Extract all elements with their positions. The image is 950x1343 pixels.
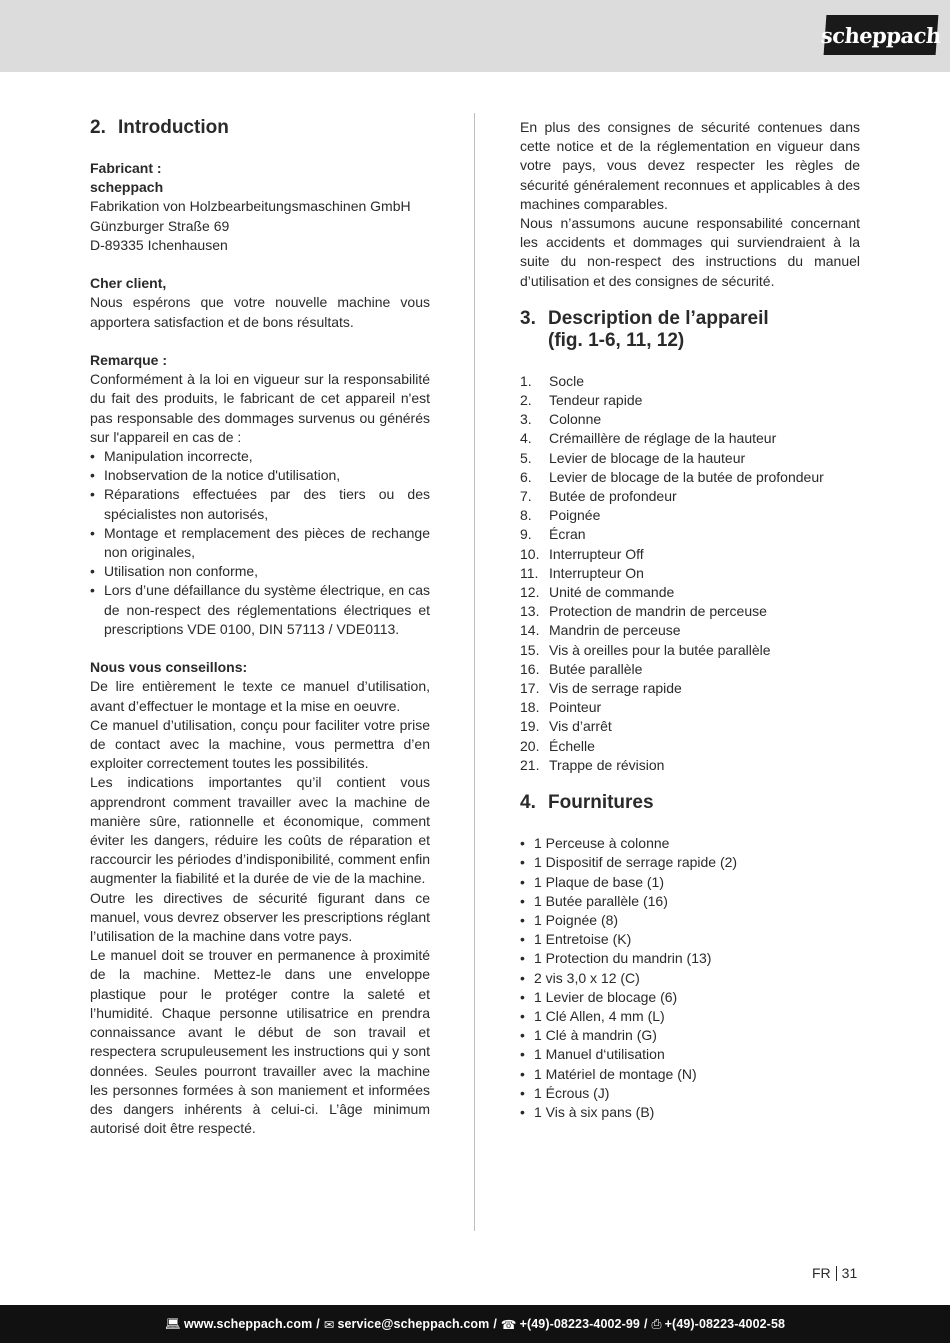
item-number: 10. bbox=[520, 545, 540, 562]
item-text: Interrupteur On bbox=[549, 564, 644, 581]
list-item bbox=[520, 679, 860, 698]
scheppach-logo: scheppach bbox=[824, 15, 939, 55]
item-text: Interrupteur Off bbox=[549, 545, 644, 562]
footer-separator: / bbox=[643, 1317, 648, 1331]
list-item bbox=[520, 660, 860, 679]
list-item: • 1 Dispositif de serrage rapide (2) bbox=[520, 853, 860, 872]
item-text: Mandrin de perceuse bbox=[549, 622, 681, 639]
item-text: Échelle bbox=[549, 737, 595, 754]
conseils-paragraph: Le manuel doit se trouver en permanence à proximité de la machine. Mettez-le dans une enveloppe plastique pour le protéger contre la saleté et l’humidité. Chaque personne utilisatrice en prendra connaissance avant le début de son travail et respectera scrupuleusement les instructions qui y sont données. Seules pourront travailler avec la machine les personnes formées à son maniement et informées des dangers inhérents à celui-ci. L’âge minimum autorisé doit être respecté. bbox=[90, 947, 430, 1137]
item-text: Vis à oreilles pour la butée parallèle bbox=[549, 641, 771, 658]
address-line: D-89335 Ichenhausen bbox=[90, 236, 228, 253]
list-item bbox=[520, 737, 860, 756]
list-item bbox=[520, 506, 860, 525]
item-number: 7. bbox=[520, 488, 532, 505]
right-column bbox=[520, 118, 860, 1122]
header-band bbox=[0, 0, 950, 72]
item-text: Unité de commande bbox=[549, 584, 675, 601]
section-number: 2. bbox=[90, 117, 106, 138]
address-line: Fabrikation von Holzbearbeitungsmaschinen GmbH bbox=[90, 198, 411, 215]
section-title-line: (fig. 1-6, 11, 12) bbox=[548, 329, 685, 351]
footer-email[interactable]: service@scheppach.com bbox=[337, 1317, 490, 1331]
list-item bbox=[520, 583, 860, 602]
item-text: Trappe de révision bbox=[549, 756, 665, 773]
item-text: Colonne bbox=[549, 411, 602, 428]
remarque-list bbox=[90, 447, 430, 639]
list-item bbox=[520, 564, 860, 583]
mail-icon: ✉︎ bbox=[323, 1317, 335, 1332]
section-number: 4. bbox=[520, 792, 536, 814]
section-number: 3. bbox=[520, 307, 536, 329]
conseils-paragraph: Ce manuel d’utilisation, conçu pour faciliter votre prise de contact avec la machine, vous permettra d’en exploiter correctement toutes les possibilités. bbox=[90, 716, 430, 772]
client-text: Nous espérons que votre nouvelle machine vous apportera satisfaction et de bons résultats. bbox=[90, 294, 430, 330]
column-divider bbox=[474, 113, 475, 1231]
list-item bbox=[520, 717, 860, 736]
computer-icon: 💻︎ bbox=[164, 1316, 181, 1331]
section-title: Introduction bbox=[118, 117, 229, 138]
list-item: • Utilisation non conforme, bbox=[90, 562, 430, 581]
list-item: • 1 Clé à mandrin (G) bbox=[520, 1026, 860, 1045]
item-text: Vis de serrage rapide bbox=[549, 680, 682, 697]
item-text: Protection de mandrin de perceuse bbox=[549, 603, 767, 620]
item-text: Tendeur rapide bbox=[549, 392, 643, 409]
list-item: • Montage et remplacement des pièces de rechange non originales, bbox=[90, 524, 430, 562]
list-item bbox=[520, 621, 860, 640]
remarque-label: Remarque : bbox=[90, 352, 168, 368]
item-number: 13. bbox=[520, 603, 540, 620]
item-number: 5. bbox=[520, 449, 532, 466]
item-number: 19. bbox=[520, 718, 540, 735]
list-item: • Inobservation de la notice d'utilisation, bbox=[90, 466, 430, 485]
list-item: • 1 Poignée (8) bbox=[520, 911, 860, 930]
item-number: 6. bbox=[520, 468, 532, 485]
list-item: • 1 Clé Allen, 4 mm (L) bbox=[520, 1007, 860, 1026]
item-text: Crémaillère de réglage de la hauteur bbox=[549, 430, 777, 447]
section-3-heading bbox=[520, 308, 860, 352]
list-item bbox=[520, 756, 860, 775]
footer-band bbox=[0, 1305, 950, 1343]
list-item: • Réparations effectuées par des tiers ou des spécialistes non autorisés, bbox=[90, 485, 430, 523]
list-item bbox=[520, 545, 860, 564]
list-item bbox=[520, 525, 860, 544]
item-number: 20. bbox=[520, 737, 540, 754]
item-text: Écran bbox=[549, 526, 586, 543]
list-item: • 1 Butée parallèle (16) bbox=[520, 892, 860, 911]
item-number: 2. bbox=[520, 392, 532, 409]
list-item: • 1 Perceuse à colonne bbox=[520, 834, 860, 853]
client-label: Cher client, bbox=[90, 275, 167, 292]
section-4-heading bbox=[520, 792, 860, 814]
item-number: 14. bbox=[520, 622, 540, 639]
item-text: Socle bbox=[549, 372, 585, 389]
item-text: Levier de blocage de la butée de profondeur bbox=[549, 468, 824, 485]
conseils-paragraph: Outre les directives de sécurité figurant dans ce manuel, vous devrez observer les prescriptions réglant l’utilisation de la machine dans votre pays. bbox=[90, 889, 430, 945]
fabricant-label: Fabricant : bbox=[90, 160, 162, 176]
footer-website[interactable]: www.scheppach.com bbox=[183, 1317, 313, 1331]
section-2-heading bbox=[90, 117, 430, 139]
item-number: 15. bbox=[520, 641, 540, 658]
list-item: • Lors d’une défaillance du système électrique, en cas de non-respect des réglementations électriques et prescriptions VDE 0100, DIN 57113 / VDE0113. bbox=[90, 581, 430, 639]
item-number: 8. bbox=[520, 507, 532, 524]
list-item bbox=[520, 487, 860, 506]
fournitures-list bbox=[520, 834, 860, 1122]
list-item: • 1 Entretoise (K) bbox=[520, 930, 860, 949]
item-number: 18. bbox=[520, 699, 540, 716]
address-line: Günzburger Straße 69 bbox=[90, 217, 230, 234]
footer-separator: / bbox=[493, 1317, 497, 1331]
footer-separator: / bbox=[316, 1317, 320, 1331]
list-item: • 1 Vis à six pans (B) bbox=[520, 1103, 860, 1122]
list-item: • 1 Écrous (J) bbox=[520, 1084, 860, 1103]
page-number-value: 31 bbox=[841, 1265, 858, 1281]
intro-continued-paragraph: En plus des consignes de sécurité contenues dans cette notice et de la réglementation en vigueur dans votre pays, vous devez respecter les règles de sécurité généralement reconnues et applicables à des machines comparables. bbox=[520, 119, 860, 212]
footer-fax: +(49)-08223-4002-58 bbox=[664, 1317, 786, 1331]
page-language: FR bbox=[812, 1265, 831, 1281]
item-text: Vis d’arrêt bbox=[549, 718, 612, 735]
list-item: • 1 Plaque de base (1) bbox=[520, 873, 860, 892]
list-item: • 1 Levier de blocage (6) bbox=[520, 988, 860, 1007]
intro-continued-paragraph: Nous n’assumons aucune responsabilité concernant les accidents et dommages qui surviendraient à la suite du non-respect des instructions du manuel d’utilisation et des consignes de sécurité. bbox=[520, 215, 860, 289]
list-item bbox=[520, 391, 860, 410]
item-text: Poignée bbox=[549, 507, 601, 524]
item-number: 9. bbox=[520, 526, 532, 543]
list-item: • Manipulation incorrecte, bbox=[90, 447, 430, 466]
footer-phone: +(49)-08223-4002-99 bbox=[519, 1317, 640, 1331]
list-item bbox=[520, 468, 860, 487]
list-item bbox=[520, 641, 860, 660]
remarque-text: Conformément à la loi en vigueur sur la responsabilité du fait des produits, le fabricant de cet appareil n'est pas responsable des dommages survenus ou générés sur l'appareil en cas de : bbox=[90, 371, 430, 445]
section-title-line: Description de l’appareil bbox=[548, 307, 769, 329]
list-item bbox=[520, 372, 860, 391]
item-number: 1. bbox=[520, 372, 532, 389]
item-text: Levier de blocage de la hauteur bbox=[549, 449, 746, 466]
item-number: 16. bbox=[520, 660, 540, 677]
list-item: • 1 Matériel de montage (N) bbox=[520, 1065, 860, 1084]
list-item bbox=[520, 602, 860, 621]
list-item: • 2 vis 3,0 x 12 (C) bbox=[520, 969, 860, 988]
phone-icon: ☎︎ bbox=[500, 1317, 517, 1332]
list-item: • 1 Manuel d‘utilisation bbox=[520, 1045, 860, 1064]
page-number-divider bbox=[836, 1266, 837, 1281]
list-item bbox=[520, 698, 860, 717]
left-column bbox=[90, 118, 430, 1138]
item-number: 4. bbox=[520, 430, 532, 447]
item-number: 11. bbox=[520, 564, 539, 581]
conseils-paragraph: Les indications importantes qu’il contient vous apprendront comment travailler avec la machine de manière sûre, rationnelle et économique, comment éviter les dangers, réduire les coûts de réparation et raccourcir les périodes d’indisponibilité, comment enfin augmenter la fiabilité et la durée de vie de la machine. bbox=[90, 774, 430, 887]
item-number: 3. bbox=[520, 411, 532, 428]
conseils-label: Nous vous conseillons: bbox=[90, 659, 248, 676]
item-number: 17. bbox=[520, 680, 540, 697]
item-number: 21. bbox=[520, 756, 540, 773]
parts-list bbox=[520, 372, 860, 775]
section-title: Fournitures bbox=[548, 792, 654, 814]
conseils-paragraph: De lire entièrement le texte ce manuel d’utilisation, avant d’effectuer le montage et la mise en oeuvre. bbox=[90, 678, 430, 714]
fabricant-name: scheppach bbox=[90, 179, 164, 196]
list-item: • 1 Protection du mandrin (13) bbox=[520, 949, 860, 968]
item-number: 12. bbox=[520, 584, 540, 601]
list-item bbox=[520, 429, 860, 448]
section-title bbox=[548, 308, 860, 352]
page-number bbox=[812, 1265, 857, 1282]
item-text: Butée de profondeur bbox=[549, 488, 677, 505]
fax-icon: ⎙ bbox=[651, 1316, 662, 1331]
item-text: Pointeur bbox=[549, 699, 602, 716]
list-item bbox=[520, 410, 860, 429]
item-text: Butée parallèle bbox=[549, 660, 643, 677]
list-item bbox=[520, 449, 860, 468]
